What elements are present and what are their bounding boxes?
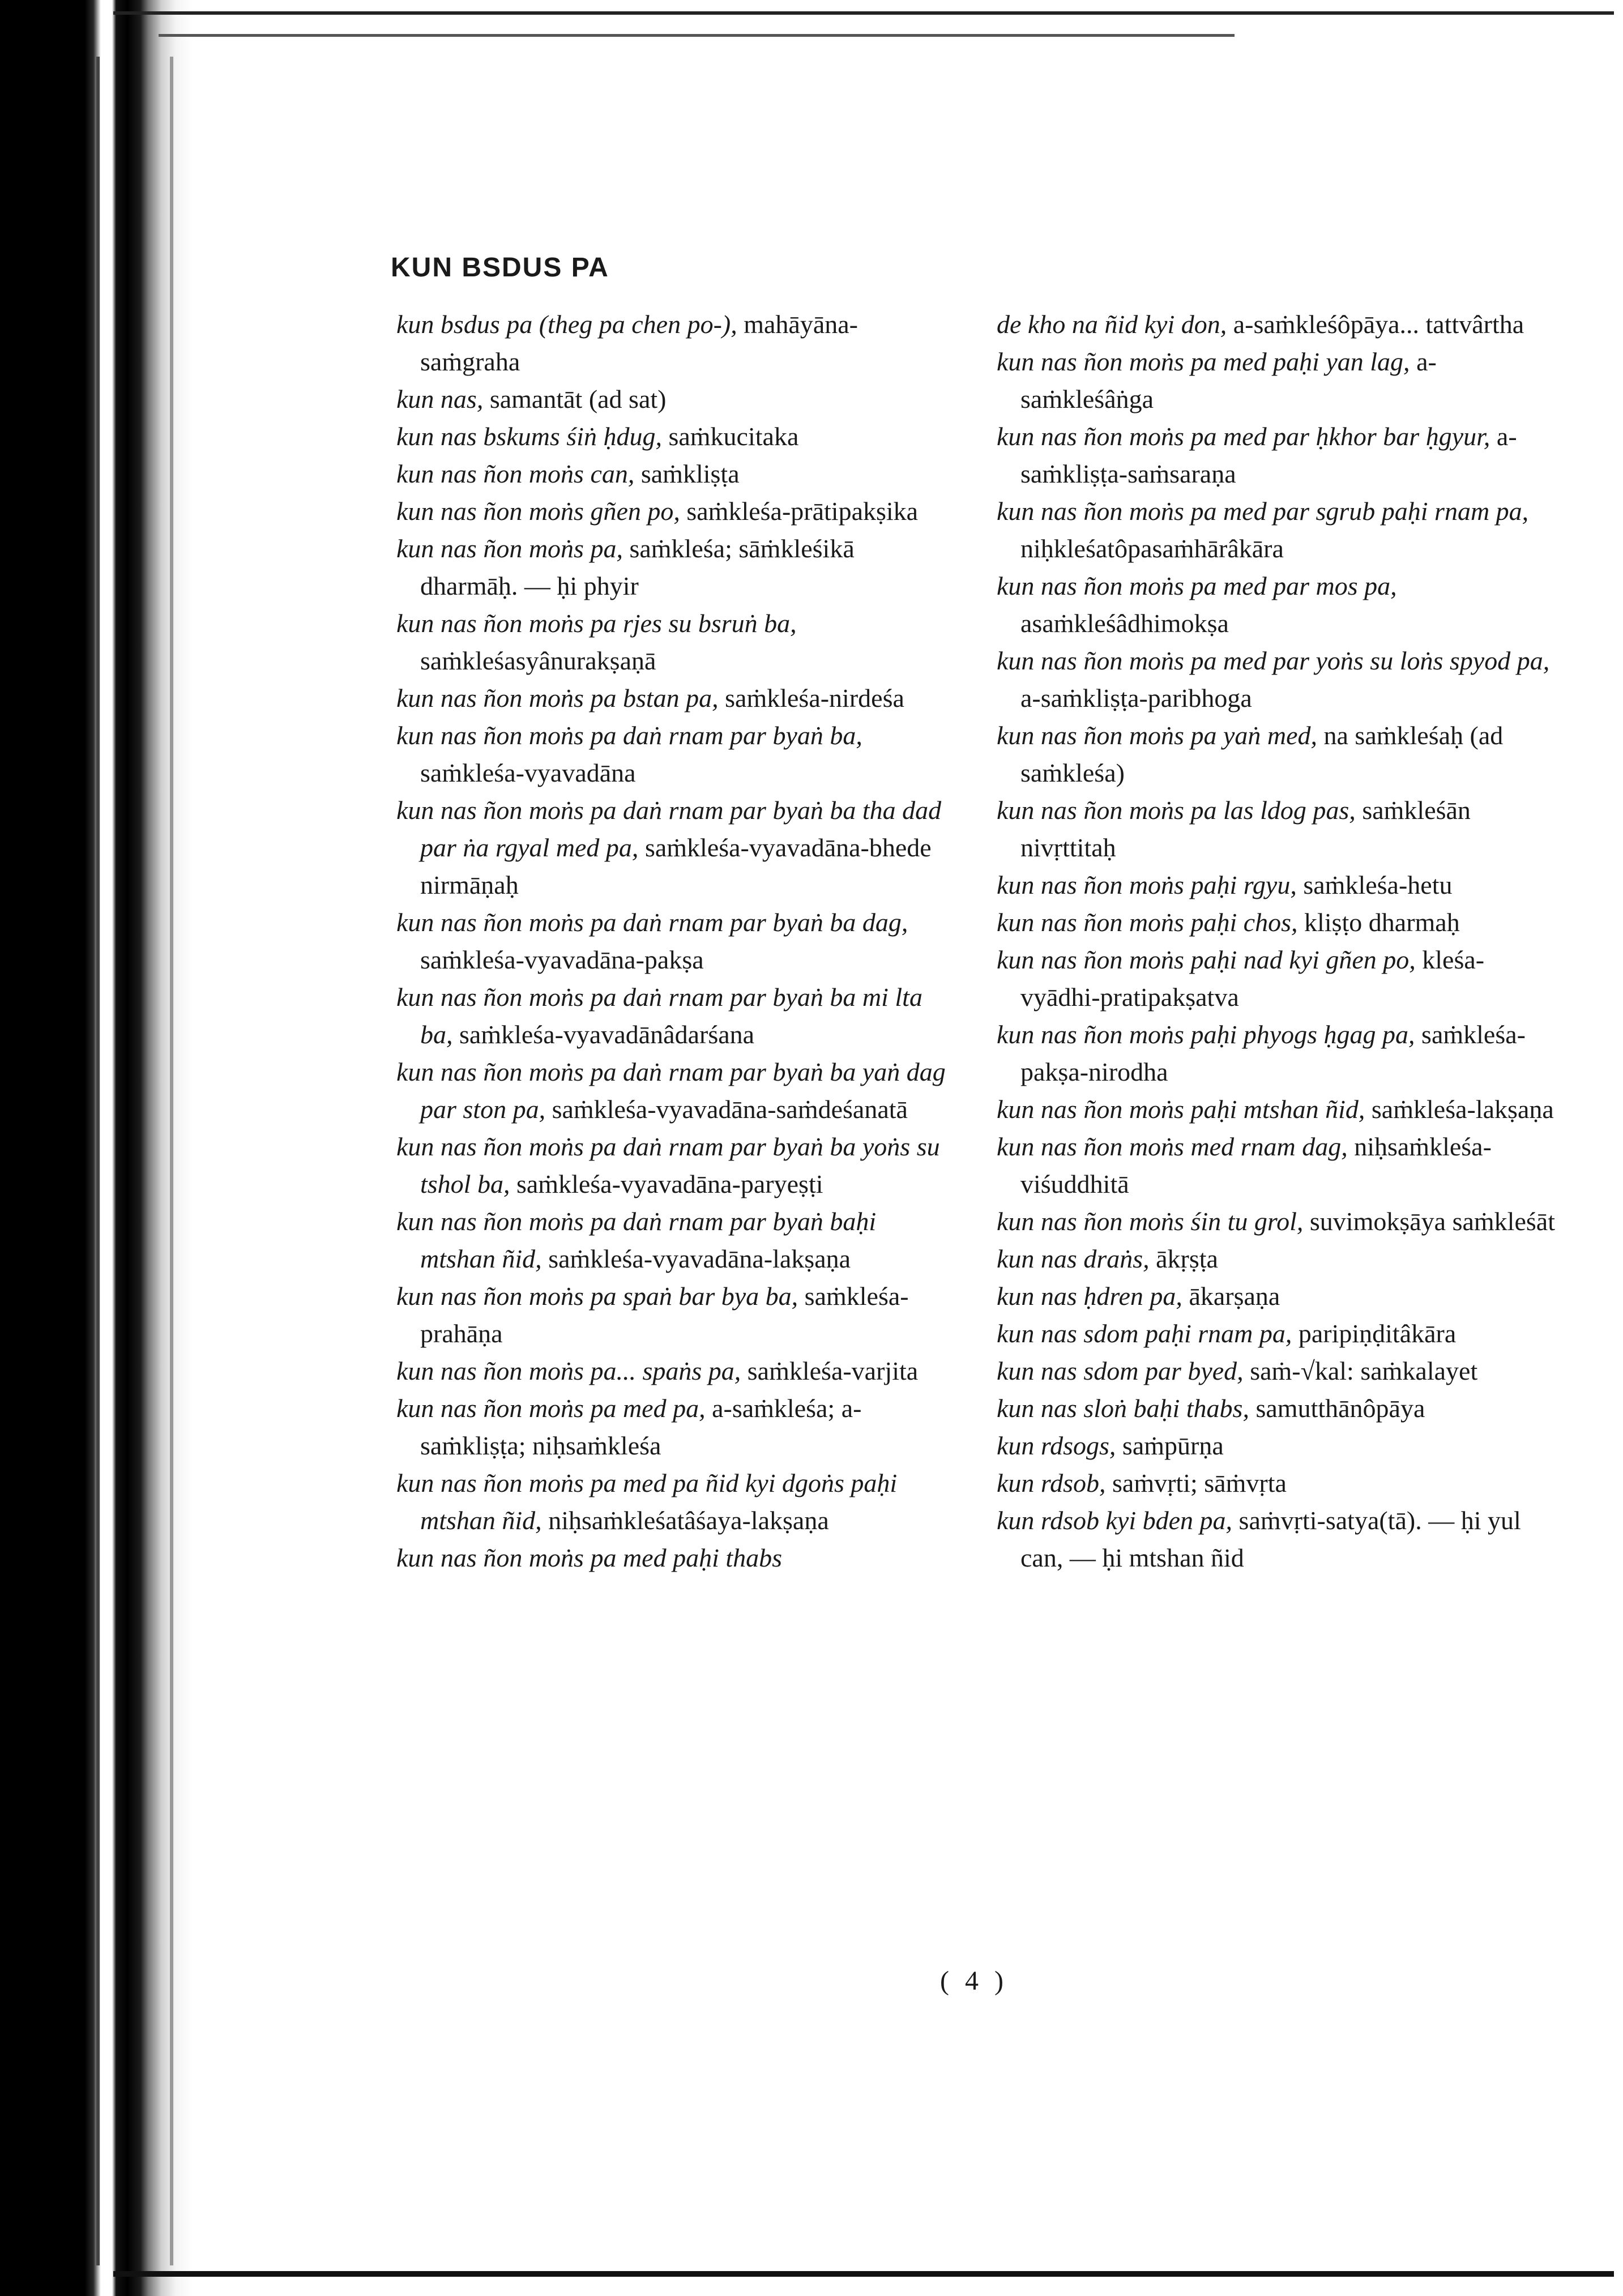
dictionary-entry [997, 306, 1557, 343]
sanskrit-equivalent: asaṁkleśâdhimokṣa [1020, 609, 1229, 638]
tibetan-headword: kun nas ñon moṅs pa daṅ rnam par byaṅ ba mi lta ba, [396, 983, 922, 1049]
sanskrit-equivalent: saṁkleśa-vyavadāna-paryeṣṭi [510, 1170, 823, 1198]
dictionary-entry [997, 1352, 1557, 1390]
dictionary-entry [396, 979, 957, 1053]
tibetan-headword: kun nas ñon moṅs pa med par yoṅs su loṅs spyod pa, [997, 646, 1550, 675]
sanskrit-equivalent: saṁkleśa-hetu [1296, 870, 1453, 899]
tibetan-headword: kun nas bskums śiṅ ḥdug, [396, 422, 662, 451]
sanskrit-equivalent: mahāyāna-saṁgraha [420, 310, 858, 376]
sanskrit-equivalent: a-saṁkliṣṭa-paribhoga [1020, 684, 1252, 712]
sanskrit-equivalent: saṁkleśa-vyavadāna-lakṣaṇa [541, 1244, 851, 1273]
tibetan-headword: kun nas sloṅ baḥi thabs, [997, 1394, 1249, 1423]
sanskrit-equivalent: saṁkleśa-vyavadāna-saṁdeśanatā [545, 1095, 908, 1124]
tibetan-headword: kun nas ñon moṅs paḥi phyogs ḥgag pa, [997, 1020, 1415, 1049]
dictionary-entry [997, 717, 1557, 792]
dictionary-entry [396, 455, 957, 493]
tibetan-headword: kun nas ñon moṅs pa... spaṅs pa, [396, 1356, 741, 1385]
tibetan-headword: kun nas ñon moṅs pa las ldog pas, [997, 796, 1356, 825]
sanskrit-equivalent: saṁkleśa-prahāṇa [420, 1282, 909, 1348]
sanskrit-equivalent: ākṛṣṭa [1149, 1244, 1218, 1273]
sanskrit-equivalent: kliṣṭo dharmaḥ [1297, 908, 1460, 937]
sanskrit-equivalent: a-saṁkleśa; a-saṁkliṣṭa; niḥsaṁkleśa [420, 1394, 862, 1460]
tibetan-headword: kun nas ñon moṅs pa med paḥi yan lag, [997, 347, 1410, 376]
sanskrit-equivalent: ākarṣaṇa [1182, 1282, 1280, 1311]
tibetan-headword: kun nas ñon moṅs paḥi mtshan ñid, [997, 1095, 1365, 1124]
tibetan-headword: kun nas ñon moṅs pa daṅ rnam par byaṅ ba tha dad par ṅa rgyal med pa, [396, 796, 942, 862]
dictionary-entry [396, 1390, 957, 1465]
page-number: ( 4 ) [940, 1966, 1008, 1996]
dictionary-entry [396, 493, 957, 530]
tibetan-headword: kun nas ñon moṅs pa yaṅ med, [997, 721, 1317, 750]
sanskrit-equivalent: saṁkleśa-vyavadānâdarśana [452, 1020, 755, 1049]
tibetan-headword: kun nas sdom paḥi rnam pa, [997, 1319, 1292, 1348]
tibetan-headword: kun nas ñon moṅs pa, [396, 534, 623, 563]
sanskrit-equivalent: saṁkleśasyânurakṣaṇā [420, 646, 656, 675]
dictionary-entry [997, 1465, 1557, 1502]
tibetan-headword: kun nas ñon moṅs gñen po, [396, 497, 680, 526]
dictionary-entry [396, 717, 957, 792]
dictionary-entry [396, 530, 957, 605]
sanskrit-equivalent: saṁvṛti; sāṁvṛta [1105, 1469, 1287, 1497]
dictionary-entry [997, 1091, 1557, 1128]
sanskrit-equivalent: paripiṇḍitâkāra [1292, 1319, 1457, 1348]
sanskrit-equivalent: niḥsaṁkleśa-viśuddhitā [1020, 1132, 1492, 1198]
dictionary-entry [997, 867, 1557, 904]
sanskrit-equivalent: samantāt (ad sat) [483, 385, 667, 413]
dictionary-entry [997, 493, 1557, 567]
right-column [997, 306, 1557, 1577]
dictionary-entry [997, 1502, 1557, 1577]
dictionary-entry [997, 1315, 1557, 1352]
dictionary-entry [997, 567, 1557, 642]
dictionary-entry [997, 1016, 1557, 1091]
tibetan-headword: kun nas ñon moṅs pa med par sgrub paḥi rnam pa, [997, 497, 1529, 526]
sanskrit-equivalent: niḥsaṁkleśatâśaya-lakṣaṇa [541, 1506, 829, 1535]
sanskrit-equivalent: saṁkleśān nivṛttitaḥ [1020, 796, 1471, 862]
tibetan-headword: kun rdsob kyi bden pa, [997, 1506, 1233, 1535]
tibetan-headword: kun nas ñon moṅs pa daṅ rnam par byaṅ ba yoṅs su tshol ba, [396, 1132, 940, 1198]
tibetan-headword: kun nas ñon moṅs pa med pa ñid kyi dgoṅs paḥi mtshan ñid, [396, 1469, 898, 1535]
dictionary-entry [997, 1278, 1557, 1315]
dictionary-entry [396, 1128, 957, 1203]
tibetan-headword: kun nas sdom par byed, [997, 1356, 1244, 1385]
sanskrit-equivalent: saṁkleśa-vyavadāna-pakṣa [420, 945, 704, 974]
sanskrit-equivalent: samutthānôpāya [1249, 1394, 1425, 1423]
dictionary-entry [997, 941, 1557, 1016]
tibetan-headword: kun nas ñon moṅs paḥi nad kyi gñen po, [997, 945, 1416, 974]
dictionary-entry [997, 642, 1557, 717]
tibetan-headword: kun rdsogs, [997, 1431, 1116, 1460]
tibetan-headword: kun nas, [396, 385, 484, 413]
sanskrit-equivalent: na saṁkleśaḥ (ad saṁkleśa) [1020, 721, 1504, 787]
sanskrit-equivalent: niḥkleśatôpasaṁhārâkāra [1020, 534, 1284, 563]
dictionary-entry [396, 1352, 957, 1390]
sanskrit-equivalent: saṁpūrṇa [1116, 1431, 1224, 1460]
dictionary-entry [997, 792, 1557, 867]
dictionary-entry [396, 418, 957, 455]
tibetan-headword: kun nas ñon moṅs pa bstan pa, [396, 684, 719, 712]
dictionary-entry [396, 605, 957, 680]
sanskrit-equivalent: saṁkleśa-varjita [741, 1356, 919, 1385]
tibetan-headword: de kho na ñid kyi don, [997, 310, 1227, 339]
dictionary-entry [997, 904, 1557, 941]
tibetan-headword: kun nas ñon moṅs paḥi rgyu, [997, 870, 1297, 899]
sanskrit-equivalent: a-saṁkleśâṅga [1020, 347, 1437, 413]
dictionary-entry [396, 792, 957, 904]
tibetan-headword: kun nas draṅs, [997, 1244, 1150, 1273]
sanskrit-equivalent: saṁkleśa; sāṁkleśikā dharmāḥ. — ḥi phyir [420, 534, 855, 600]
dictionary-entry [396, 1053, 957, 1128]
dictionary-entry [396, 1465, 957, 1539]
sanskrit-equivalent: saṁkliṣṭa [634, 459, 740, 488]
dictionary-entry [396, 1203, 957, 1278]
dictionary-entry [396, 381, 957, 418]
sanskrit-equivalent: saṁkleśa-pakṣa-nirodha [1020, 1020, 1526, 1086]
sanskrit-equivalent: saṁkleśa-lakṣaṇa [1365, 1095, 1554, 1124]
tibetan-headword: kun nas ñon moṅs pa daṅ rnam par byaṅ ba, [396, 721, 862, 750]
tibetan-headword: kun nas ñon moṅs pa med par ḥkhor bar ḥgyur, [997, 422, 1490, 451]
sanskrit-equivalent: saṁ-√kal: saṁkalayet [1243, 1356, 1478, 1385]
tibetan-headword: kun nas ñon moṅs pa daṅ rnam par byaṅ ba yaṅ dag par ston pa, [396, 1057, 946, 1124]
dictionary-entry [396, 306, 957, 381]
running-head: KUN BSDUS PA [391, 253, 609, 283]
sanskrit-equivalent: saṁkleśa-vyavadāna [420, 758, 636, 787]
sanskrit-equivalent: suvimokṣāya saṁkleśāt [1303, 1207, 1555, 1236]
sanskrit-equivalent: a-saṁkliṣṭa-saṁsaraṇa [1020, 422, 1517, 488]
tibetan-headword: kun nas ñon moṅs śin tu grol, [997, 1207, 1304, 1236]
tibetan-headword: kun nas ñon moṅs pa daṅ rnam par byaṅ baḥi mtshan ñid, [396, 1207, 877, 1273]
dictionary-entry [997, 418, 1557, 493]
tibetan-headword: kun nas ñon moṅs pa med pa, [396, 1394, 706, 1423]
tibetan-headword: kun nas ñon moṅs med rnam dag, [997, 1132, 1348, 1161]
tibetan-headword: kun nas ñon moṅs pa daṅ rnam par byaṅ ba dag, [396, 908, 908, 937]
dictionary-entry [997, 1128, 1557, 1203]
tibetan-headword: kun bsdus pa (theg pa chen po-), [396, 310, 737, 339]
tibetan-headword: kun nas ñon moṅs pa spaṅ bar bya ba, [396, 1282, 798, 1311]
tibetan-headword: kun nas ñon moṅs pa med par mos pa, [997, 571, 1397, 600]
sanskrit-equivalent: saṁkleśa-vyavadāna-bhede nirmāṇaḥ [420, 833, 932, 899]
tibetan-headword: kun rdsob, [997, 1469, 1106, 1497]
sanskrit-equivalent: saṁkleśa-nirdeśa [718, 684, 904, 712]
tibetan-headword: kun nas ḥdren pa, [997, 1282, 1182, 1311]
dictionary-entry [396, 1539, 957, 1577]
left-column [396, 306, 957, 1577]
dictionary-entry [396, 1278, 957, 1352]
sanskrit-equivalent: saṁkucitaka [661, 422, 799, 451]
tibetan-headword: kun nas ñon moṅs pa med paḥi thabs [396, 1543, 783, 1572]
sanskrit-equivalent: a-saṁkleśôpāya... tattvârtha [1227, 310, 1524, 339]
tibetan-headword: kun nas ñon moṅs pa rjes su bsruṅ ba, [396, 609, 797, 638]
dictionary-entry [997, 1427, 1557, 1465]
dictionary-entry [997, 1240, 1557, 1278]
tibetan-headword: kun nas ñon moṅs paḥi chos, [997, 908, 1298, 937]
sanskrit-equivalent: kleśa-vyādhi-pratipakṣatva [1020, 945, 1485, 1012]
dictionary-entry [396, 904, 957, 979]
dictionary-entry [997, 1390, 1557, 1427]
dictionary-entry [997, 1203, 1557, 1240]
dictionary-entry [997, 343, 1557, 418]
sanskrit-equivalent: saṁvṛti-satya(tā). — ḥi yul can, — ḥi mtshan ñid [1020, 1506, 1521, 1572]
tibetan-headword: kun nas ñon moṅs can, [396, 459, 635, 488]
sanskrit-equivalent: saṁkleśa-prātipakṣika [680, 497, 919, 526]
dictionary-entry [396, 680, 957, 717]
